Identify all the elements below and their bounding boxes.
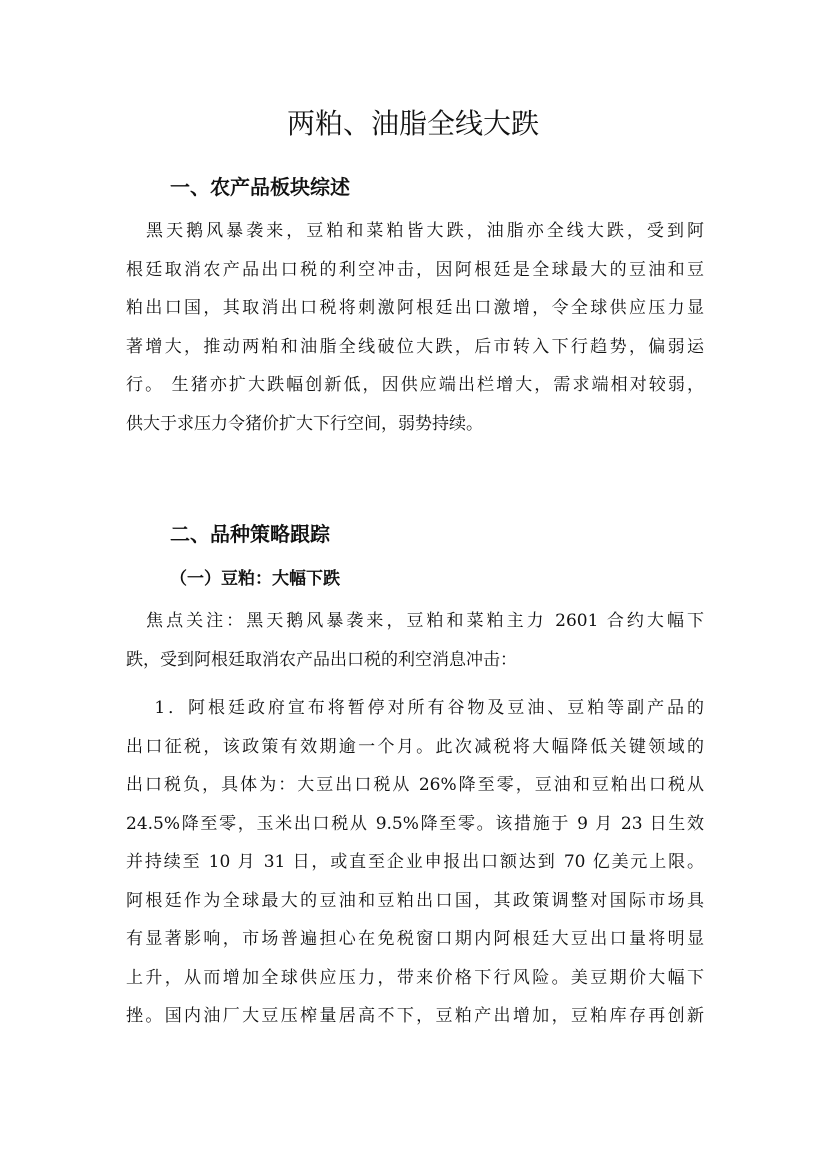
overview-paragraph (126, 212, 704, 443)
focus-paragraph (126, 602, 704, 679)
policy-line: 有显著影响，市场普遍担心在免税窗口期内阿根廷大豆出口量将明显 (126, 929, 704, 949)
focus-line: 焦点关注：黑天鹅风暴袭来，豆粕和菜粕主力 2601 合约大幅下 (126, 611, 704, 631)
overview-line: 供大于求压力令猪价扩大下行空间，弱势持续。 (126, 413, 483, 434)
policy-line: 阿根廷作为全球最大的豆油和豆粕出口国，其政策调整对国际市场具 (126, 890, 704, 911)
section-heading-strategy: 二、品种策略跟踪 (170, 522, 330, 546)
overview-line: 根廷取消农产品出口税的利空冲击，因阿根廷是全球最大的豆油和豆 (126, 259, 704, 280)
policy-line: 上升，从而增加全球供应压力，带来价格下行风险。美豆期价大幅下 (126, 967, 704, 988)
document-title: 两粕、油脂全线大跌 (286, 107, 539, 140)
policy-line: 1．阿根廷政府宣布将暂停对所有谷物及豆油、豆粕等副产品的 (126, 698, 704, 718)
overview-line: 著增大，推动两粕和油脂全线破位大跌，后市转入下行趋势，偏弱运 (126, 336, 704, 357)
section-heading-overview: 一、农产品板块综述 (170, 175, 350, 199)
overview-line: 粕出口国，其取消出口税将刺激阿根廷出口激增，令全球供应压力显 (126, 298, 704, 318)
policy-line: 出口征税，该政策有效期逾一个月。此次减税将大幅降低关键领域的 (126, 736, 704, 757)
overview-line: 黑天鹅风暴袭来，豆粕和菜粕皆大跌，油脂亦全线大跌，受到阿 (126, 221, 704, 241)
policy-line: 24.5%降至零，玉米出口税从 9.5%降至零。该措施于 9 月 23 日生效 (126, 813, 704, 834)
focus-line: 跌，受到阿根廷取消农产品出口税的利空消息冲击： (126, 649, 517, 670)
argentina-policy-paragraph (126, 689, 704, 1036)
overview-line: 行。 生猪亦扩大跌幅创新低，因供应端出栏增大，需求端相对较弱， (126, 375, 704, 395)
subsection-heading-soymeal: （一）豆粕：大幅下跌 (170, 569, 340, 589)
policy-line: 挫。国内油厂大豆压榨量居高不下，豆粕产出增加，豆粕库存再创新 (126, 1006, 704, 1026)
policy-line: 出口税负，具体为：大豆出口税从 26%降至零，豆油和豆粕出口税从 (126, 775, 704, 795)
policy-line: 并持续至 10 月 31 日，或直至企业申报出口额达到 70 亿美元上限。 (126, 852, 704, 872)
